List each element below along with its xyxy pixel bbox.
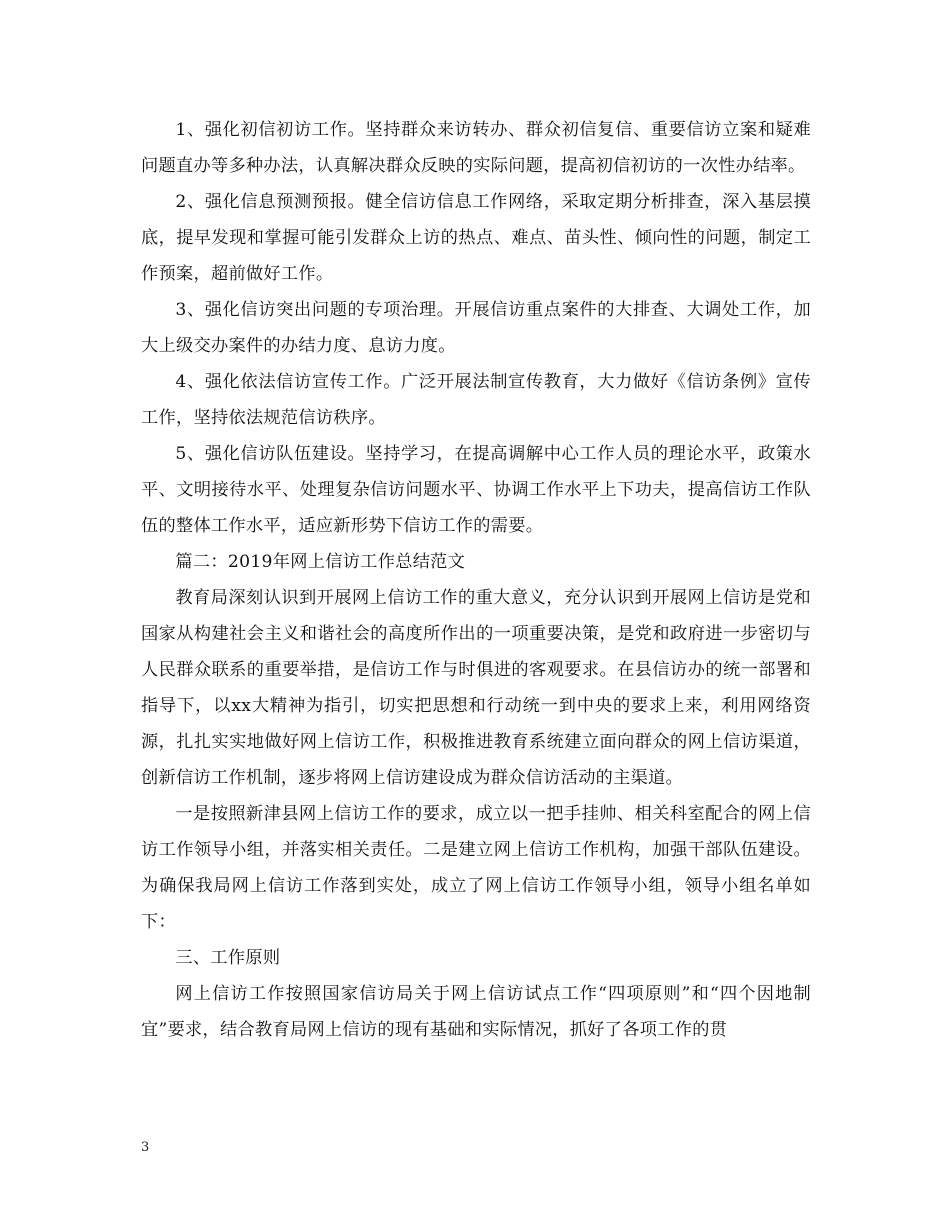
paragraph-item-5: 5、强化信访队伍建设。坚持学习，在提高调解中心工作人员的理论水平，政策水平、文明接待水平、处理复杂信访问题水平、协调工作水平上下功夫，提高信访工作队伍的整体工作水平，适应新形势下信访工作的需要。 [141,444,811,536]
section-heading-part-two: 篇二：2019年网上信访工作总结范文 [175,552,466,572]
section-heading-principles: 三、工作原则 [175,948,281,968]
page-number: 3 [141,1140,150,1155]
paragraph-item-2: 2、强化信息预测预报。健全信访信息工作网络，采取定期分析排查，深入基层摸底，提早发现和掌握可能引发群众上访的热点、难点、苗头性、倾向性的问题，制定工作预案，超前做好工作。 [141,192,811,284]
paragraph-organization: 一是按照新津县网上信访工作的要求，成立以一把手挂帅、相关科室配合的网上信访工作领导小组，并落实相关责任。二是建立网上信访工作机构，加强干部队伍建设。为确保我局网上信访工作落到实处，成立了网上信访工作领导小组，领导小组名单如下： [141,804,811,932]
paragraph-item-1: 1、强化初信初访工作。坚持群众来访转办、群众初信复信、重要信访立案和疑难问题直办等多种办法，认真解决群众反映的实际问题，提高初信初访的一次性办结率。 [141,120,811,176]
paragraph-item-3: 3、强化信访突出问题的专项治理。开展信访重点案件的大排查、大调处工作，加大上级交办案件的办结力度、息访力度。 [141,300,811,356]
paragraph-item-4: 4、强化依法信访宣传工作。广泛开展法制宣传教育，大力做好《信访条例》宣传工作，坚持依法规范信访秩序。 [141,372,811,428]
document-body [141,112,811,1048]
paragraph-principles: 网上信访工作按照国家信访局关于网上信访试点工作“四项原则”和“四个因地制宜”要求，结合教育局网上信访的现有基础和实际情况，抓好了各项工作的贯 [141,984,811,1040]
paragraph-intro: 教育局深刻认识到开展网上信访工作的重大意义，充分认识到开展网上信访是党和国家从构建社会主义和谐社会的高度所作出的一项重要决策，是党和政府进一步密切与人民群众联系的重要举措，是信访工作与时俱进的客观要求。在县信访办的统一部署和指导下，以xx大精神为指引，切实把思想和行动统一到中央的要求上来，利用网络资源，扎扎实实地做好网上信访工作，积极推进教育系统建立面向群众的网上信访渠道，创新信访工作机制，逐步将网上信访建设成为群众信访活动的主渠道。 [141,588,811,788]
